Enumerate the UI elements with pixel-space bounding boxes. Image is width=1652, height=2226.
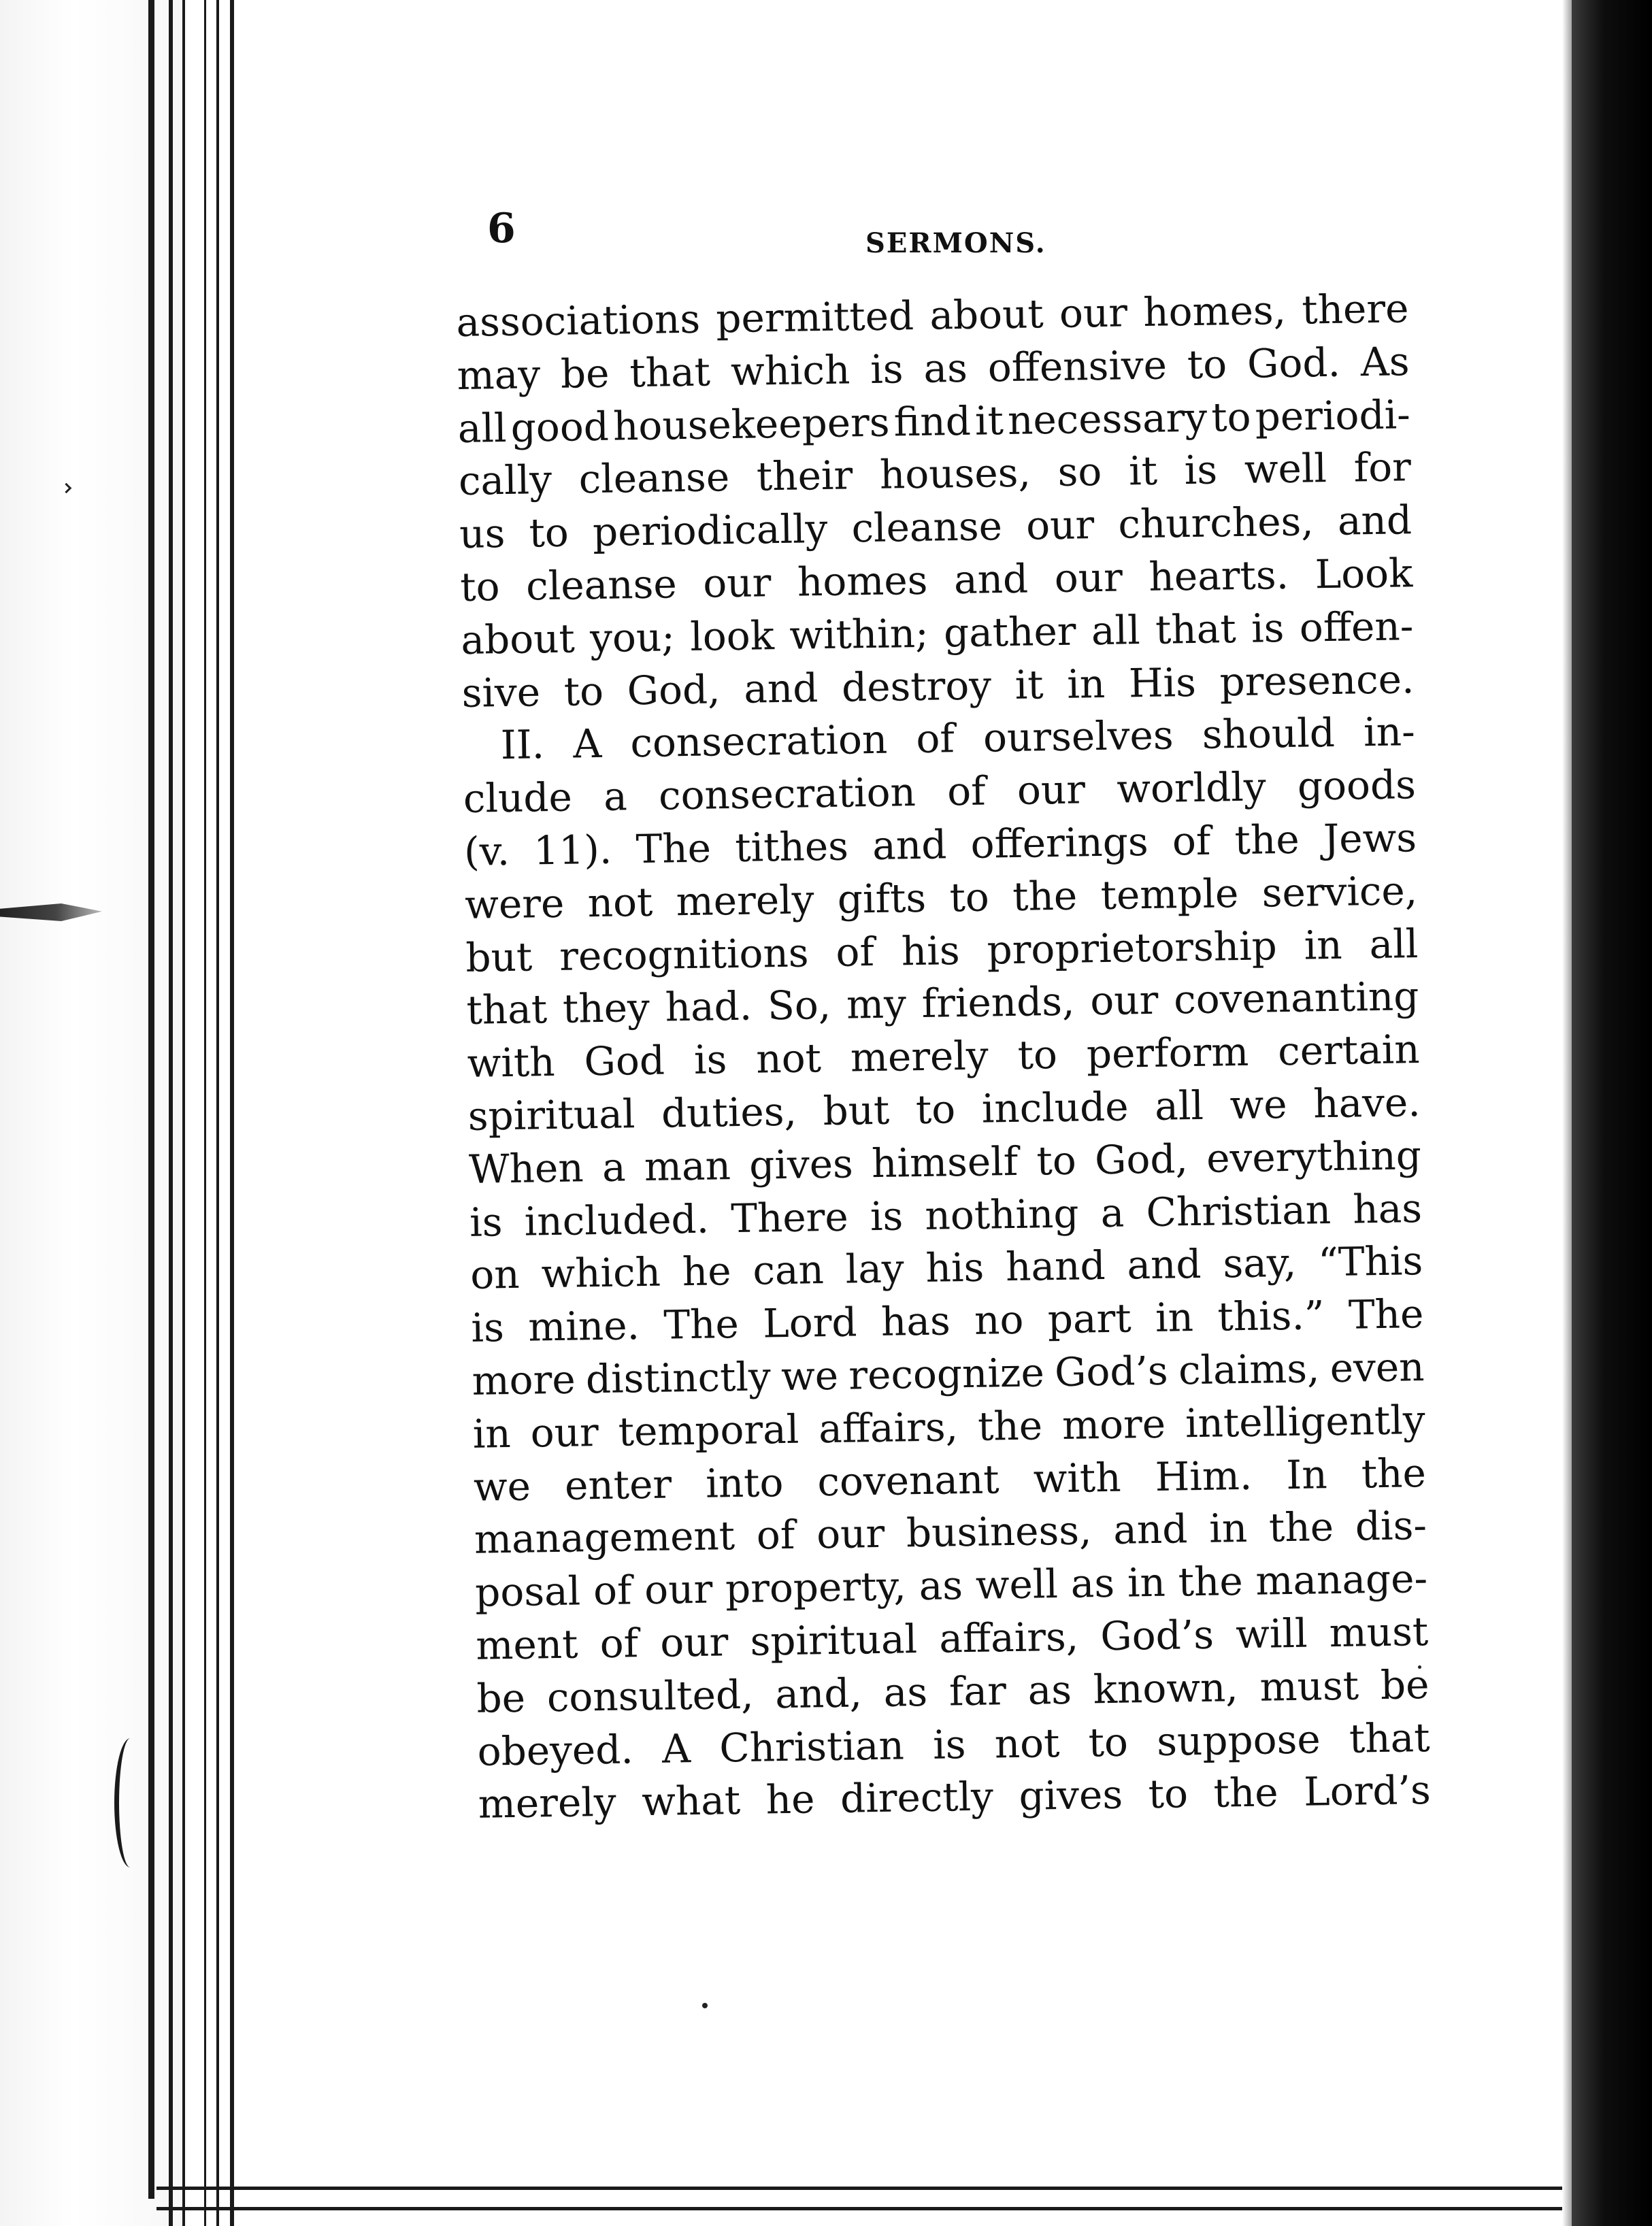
word: not xyxy=(587,878,653,926)
word: is xyxy=(1251,604,1285,652)
word: God xyxy=(584,1037,665,1085)
word: destroy xyxy=(841,661,992,711)
word: look xyxy=(689,612,775,660)
word: mine. xyxy=(527,1302,640,1350)
word: to xyxy=(1017,1031,1058,1079)
word: in xyxy=(1208,1505,1248,1552)
word: to xyxy=(529,509,569,556)
word: is xyxy=(1184,446,1218,494)
word: consecration xyxy=(658,769,916,819)
word: is xyxy=(470,1304,505,1351)
word: no xyxy=(974,1296,1024,1344)
word: intelligently xyxy=(1185,1396,1426,1447)
word: to xyxy=(1148,1770,1189,1818)
word: gifts xyxy=(837,874,927,923)
word: in xyxy=(1155,1294,1194,1342)
word: must xyxy=(1259,1662,1359,1710)
word: the xyxy=(1213,1769,1279,1817)
word: more xyxy=(1061,1400,1166,1448)
word: have. xyxy=(1312,1079,1421,1127)
word: to xyxy=(1036,1137,1077,1184)
word: is xyxy=(870,1192,904,1240)
word: part xyxy=(1047,1295,1132,1343)
word: within; xyxy=(789,610,929,659)
word: of xyxy=(836,928,875,976)
word: proprietorship xyxy=(987,922,1278,974)
word: The xyxy=(1348,1291,1424,1338)
word: with xyxy=(1033,1454,1122,1502)
word: His xyxy=(1128,659,1197,706)
word: what xyxy=(641,1777,741,1825)
word: consulted, xyxy=(546,1671,754,1721)
word: all xyxy=(1369,920,1419,967)
word: houses, xyxy=(879,449,1031,499)
word: that xyxy=(629,348,711,397)
word: that xyxy=(1155,605,1237,653)
word: consecration xyxy=(629,716,888,767)
word: dis- xyxy=(1355,1502,1427,1550)
word: A xyxy=(661,1725,691,1772)
word: to xyxy=(915,1086,956,1133)
word: our xyxy=(816,1510,885,1558)
word: and xyxy=(953,555,1029,603)
word: obeyed. xyxy=(477,1725,634,1775)
word: hand xyxy=(1005,1242,1106,1291)
word: he xyxy=(765,1776,815,1823)
word: Him. xyxy=(1155,1452,1253,1500)
word: our xyxy=(1054,554,1123,601)
word: good xyxy=(510,403,610,451)
word: hearts. xyxy=(1148,551,1289,600)
word: cleanse xyxy=(525,561,678,610)
word: all xyxy=(1091,606,1141,654)
word: to xyxy=(459,563,501,610)
word: ment xyxy=(475,1621,578,1669)
word: in xyxy=(472,1410,512,1457)
word: be xyxy=(1380,1661,1430,1708)
word: of xyxy=(756,1512,795,1559)
word: affairs, xyxy=(818,1403,959,1452)
word: included. xyxy=(524,1195,710,1245)
word: lay xyxy=(845,1245,905,1293)
word: Jews xyxy=(1323,814,1417,863)
word: is xyxy=(693,1036,727,1084)
word: which xyxy=(541,1249,661,1297)
word: gives xyxy=(748,1140,854,1189)
word: as xyxy=(919,1562,963,1610)
word: himself xyxy=(871,1137,1019,1186)
word: can xyxy=(752,1246,825,1295)
word: must xyxy=(1329,1608,1429,1657)
word: we xyxy=(1229,1080,1288,1129)
word: churches, xyxy=(1117,498,1315,548)
word: There xyxy=(730,1193,849,1242)
word: cleanse xyxy=(578,454,730,503)
word: not xyxy=(994,1719,1060,1767)
word: more xyxy=(472,1356,576,1404)
word: for xyxy=(1353,444,1412,491)
word: a xyxy=(603,773,628,820)
word: it xyxy=(1014,661,1044,708)
word: “This xyxy=(1317,1237,1423,1286)
word: so xyxy=(1057,448,1102,496)
word: sive xyxy=(461,668,541,716)
word: should xyxy=(1202,710,1336,759)
word: enter xyxy=(564,1461,672,1509)
word: well xyxy=(975,1561,1059,1608)
word: that xyxy=(466,986,548,1034)
word: periodi- xyxy=(1255,391,1411,440)
word: God, xyxy=(1094,1135,1189,1183)
word: certain xyxy=(1277,1026,1421,1075)
word: with xyxy=(467,1039,556,1087)
word: our xyxy=(530,1408,599,1457)
word: include xyxy=(981,1083,1129,1132)
word: spiritual xyxy=(750,1616,918,1665)
word: to xyxy=(563,667,604,715)
word: Look xyxy=(1315,550,1413,598)
word: this.” xyxy=(1217,1292,1325,1340)
word: be xyxy=(476,1674,526,1722)
word: Christian xyxy=(1146,1186,1332,1235)
word: will xyxy=(1235,1610,1308,1658)
word: we xyxy=(780,1352,839,1400)
word: So, xyxy=(767,982,831,1029)
word: the xyxy=(977,1402,1043,1450)
word: The xyxy=(635,825,712,873)
word: Lord’s xyxy=(1303,1767,1432,1816)
word: our xyxy=(1059,289,1128,337)
word: manage- xyxy=(1255,1555,1428,1604)
word: housekeepers xyxy=(612,399,890,450)
word: offerings xyxy=(970,818,1149,867)
word: as xyxy=(923,344,968,392)
word: and xyxy=(1126,1241,1202,1289)
word: of xyxy=(946,767,987,815)
word: our xyxy=(1017,766,1086,814)
word: and xyxy=(1337,497,1413,544)
word: merely xyxy=(478,1779,617,1828)
word: say, xyxy=(1222,1240,1297,1287)
word: the xyxy=(1012,872,1078,920)
word: cally xyxy=(458,456,552,505)
word: the xyxy=(1178,1558,1244,1606)
word: nothing xyxy=(924,1190,1079,1239)
word: the xyxy=(1361,1449,1427,1497)
word: our xyxy=(644,1565,713,1614)
word: our xyxy=(1025,501,1095,549)
word: in xyxy=(1066,660,1106,708)
word: we xyxy=(473,1463,531,1510)
word: not xyxy=(755,1035,822,1082)
word: God’s xyxy=(1100,1611,1215,1660)
word: as xyxy=(1070,1559,1115,1607)
word: merely xyxy=(676,876,814,925)
word: homes xyxy=(797,556,928,605)
word: even xyxy=(1329,1343,1425,1392)
word: covenant xyxy=(816,1455,1000,1505)
word: offensive xyxy=(987,342,1168,391)
word: in xyxy=(1304,921,1343,969)
word: goods xyxy=(1297,761,1417,810)
word: us xyxy=(459,510,506,558)
word: periodically xyxy=(592,505,828,556)
word: business, xyxy=(906,1507,1092,1557)
word: our xyxy=(702,559,772,607)
word: affairs, xyxy=(938,1613,1079,1662)
body-text xyxy=(456,282,1431,1831)
word: presence. xyxy=(1219,655,1415,705)
word: and, xyxy=(774,1670,863,1717)
word: but xyxy=(465,933,533,981)
word: of xyxy=(599,1620,639,1667)
word: is xyxy=(870,346,904,393)
word: may xyxy=(457,350,541,399)
word: all xyxy=(1154,1082,1204,1129)
word: temporal xyxy=(618,1406,799,1455)
word: worldly xyxy=(1116,763,1267,812)
word: into xyxy=(705,1459,784,1507)
word: of xyxy=(915,715,955,763)
word: but xyxy=(823,1086,890,1135)
word: the xyxy=(1268,1504,1334,1551)
word: God. xyxy=(1246,339,1341,387)
word: is xyxy=(469,1198,503,1246)
word: As xyxy=(1360,338,1410,386)
word: property, xyxy=(725,1563,907,1612)
word: it xyxy=(1128,448,1158,495)
word: offen- xyxy=(1299,602,1414,651)
word: merely xyxy=(850,1032,989,1081)
word: to xyxy=(1088,1718,1129,1765)
word: of xyxy=(593,1567,632,1614)
word: clude xyxy=(463,774,573,823)
word: my xyxy=(846,980,907,1028)
word: permitted xyxy=(715,293,914,342)
word: his xyxy=(925,1244,985,1292)
word: recognize xyxy=(848,1349,1045,1399)
word: in- xyxy=(1363,708,1416,756)
word: known, xyxy=(1093,1663,1239,1713)
word: necessary xyxy=(1007,394,1208,444)
word: suppose xyxy=(1156,1715,1321,1765)
page-number: 6 xyxy=(487,205,516,252)
word: gather xyxy=(943,608,1076,657)
word: about xyxy=(929,290,1044,339)
word: recognitions xyxy=(559,929,810,980)
word: and xyxy=(1112,1506,1188,1554)
word: God’s xyxy=(1054,1347,1169,1396)
word: everything xyxy=(1206,1131,1422,1182)
word: which xyxy=(730,346,850,395)
word: our xyxy=(1089,977,1159,1025)
word: as xyxy=(1027,1666,1072,1714)
word: our xyxy=(659,1618,729,1666)
word: gives xyxy=(1019,1772,1123,1820)
word: find xyxy=(893,397,972,446)
word: they xyxy=(562,984,650,1033)
word: 11). xyxy=(533,826,612,874)
word: temple xyxy=(1100,869,1239,918)
word: their xyxy=(756,452,853,500)
word: of xyxy=(1172,817,1211,865)
word: duties, xyxy=(661,1088,797,1137)
word: far xyxy=(948,1667,1007,1715)
word: When xyxy=(468,1144,584,1193)
word: is xyxy=(932,1721,966,1768)
running-head: SERMONS. xyxy=(865,227,1046,259)
word: spiritual xyxy=(467,1091,635,1140)
word: he xyxy=(682,1248,732,1295)
word: Christian xyxy=(718,1721,905,1772)
word: about xyxy=(460,615,576,663)
word: were xyxy=(464,880,565,928)
word: you; xyxy=(589,614,676,661)
word: well xyxy=(1244,445,1327,493)
word: to xyxy=(1210,393,1252,441)
word: friends, xyxy=(921,978,1075,1027)
word: tithes xyxy=(734,823,849,871)
word: ourselves xyxy=(982,712,1174,761)
word: on xyxy=(469,1251,521,1299)
word: posal xyxy=(474,1567,581,1616)
word: as xyxy=(883,1668,928,1716)
word: has xyxy=(1352,1184,1423,1233)
word: a xyxy=(601,1144,627,1191)
word: distinctly xyxy=(585,1353,772,1403)
word: be xyxy=(560,350,610,397)
word: claims, xyxy=(1178,1345,1320,1394)
word: In xyxy=(1285,1450,1328,1498)
word: the xyxy=(1234,816,1300,864)
word: perform xyxy=(1086,1028,1249,1078)
word: service, xyxy=(1261,867,1418,916)
word: Lord xyxy=(762,1299,858,1347)
word: it xyxy=(974,397,1004,444)
word: that xyxy=(1349,1714,1430,1762)
word: God, xyxy=(627,665,721,714)
word: to xyxy=(1187,341,1227,388)
word: A xyxy=(572,720,602,767)
word: has xyxy=(880,1297,951,1346)
word: in xyxy=(1127,1559,1166,1606)
word: homes, xyxy=(1142,286,1287,336)
word: II. xyxy=(500,721,545,769)
word: cleanse xyxy=(851,503,1003,552)
word: and xyxy=(872,821,947,869)
word: (v. xyxy=(463,827,510,875)
word: management xyxy=(474,1512,736,1563)
word: there xyxy=(1301,285,1409,333)
word: had. xyxy=(665,983,753,1031)
word: The xyxy=(663,1301,740,1348)
word: all xyxy=(457,404,508,452)
word: directly xyxy=(840,1773,994,1823)
word: man xyxy=(644,1142,731,1190)
word: a xyxy=(1100,1189,1125,1236)
word: and xyxy=(743,664,819,712)
word: covenanting xyxy=(1173,973,1419,1023)
word: to xyxy=(949,874,990,921)
word: his xyxy=(901,927,961,974)
word: associations xyxy=(456,295,701,346)
